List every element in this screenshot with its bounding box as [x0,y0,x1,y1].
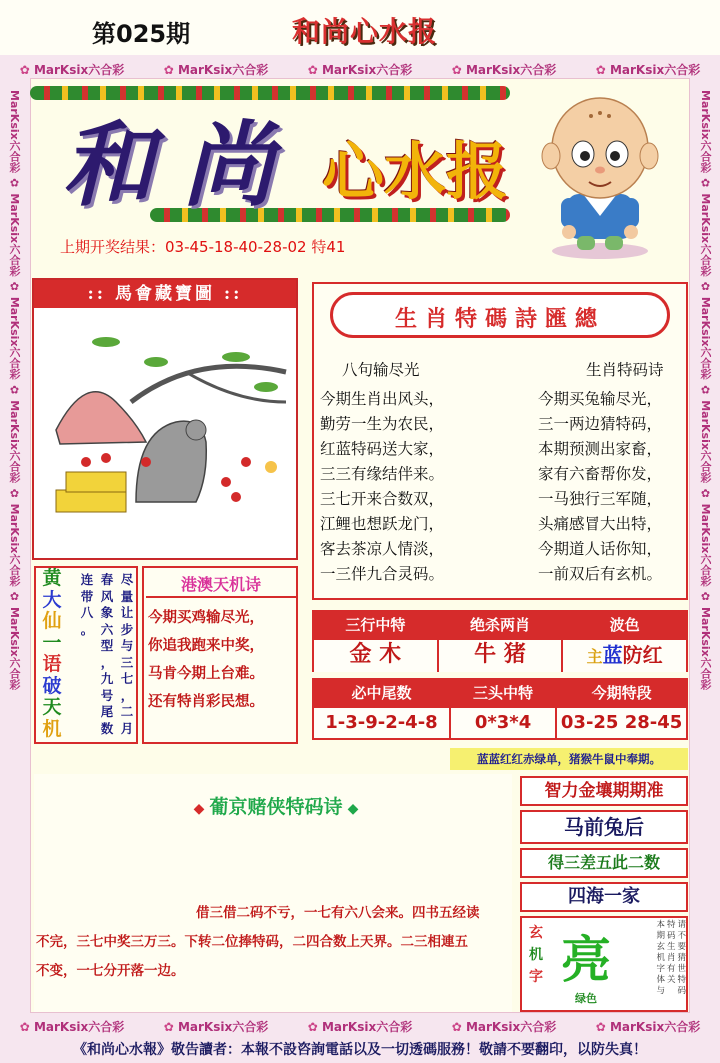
flower-icon: ✿ [163,62,178,77]
monk-mascot-icon [525,86,675,261]
table2-v2: 0*3*4 [451,708,555,738]
brand-item: ✿ MarKsix六合彩 [451,1019,557,1034]
right-box-4: 四海一家 [520,882,688,912]
table1-h3: 波色 [563,612,686,638]
brand-item: ✿ MarKsix六合彩 [307,1019,413,1034]
stats-table-2 [312,678,688,740]
table2-v1: 1-3-9-2-4-8 [314,708,449,738]
gangao-line: 马肯今期上台难。 [148,665,264,682]
flower-icon: ✿ [451,1019,466,1034]
table2-v3: 03-25 28-45 [557,708,686,738]
flower-icon: ✿ [595,1019,610,1034]
xuanji-note-col: 本 期 玄 机 字 体 与 [656,920,665,996]
poem-line: 今期买兔输尽光， [538,390,663,408]
poem-line: 今期生肖出风头， [320,390,445,408]
masthead-char-he: 和 [62,111,155,219]
banner-line: 蓝蓝红红赤绿单，猪猴牛鼠中奉期。 [450,748,688,770]
brand-item: ✿ MarKsix六合彩 [163,62,269,77]
poem-line: 三七开来合数双， [320,490,445,508]
flower-icon: ✿ [595,62,610,77]
gangao-title: 港澳天机诗 [180,575,261,594]
gangao-line: 今期买鸡输尽光， [148,609,264,626]
treasure-title: :: 馬會藏寶圖 :: [34,280,296,308]
flower-icon: ✿ [163,1019,178,1034]
brand-item: ✿ MarKsix六合彩 [595,62,701,77]
poem-line: 红蓝特码送大家， [320,440,445,458]
poem-line: 勤劳一生为农民， [320,415,445,433]
treasure-illustration-icon [36,312,294,556]
brand-strip-right: MarKsix六合彩 ✿ MarKsix六合彩 ✿ MarKsix六合彩 ✿ MarKsix六合彩 ✿ MarKsix六合彩 ✿ MarKsix六合彩 [699,90,712,690]
issue-number: 第025期 [92,20,191,48]
poem-left-heading: 八句输尽光 [342,361,420,379]
poem-line: 客去茶凉人情淡， [320,540,445,558]
xuanji-note-col: 请 不 要 猜 世 特 码 [677,920,686,996]
masthead-xinshuibao: 心水报 [322,135,509,208]
last-result-value: 03-45-18-40-28-02 特41 [165,238,346,256]
poem-left [320,358,490,587]
huang-col-3: 连 带 八 。 [80,572,94,637]
brand-item: ✿ MarKsix六合彩 [595,1019,701,1034]
diamond-icon: ◆ [347,801,359,817]
brand-strip-left: MarKsix六合彩 ✿ MarKsix六合彩 ✿ MarKsix六合彩 ✿ MarKsix六合彩 ✿ MarKsix六合彩 ✿ MarKsix六合彩 [8,90,21,690]
brand-item: ✿ MarKsix六合彩 [307,62,413,77]
masthead-small: 和尚心水报 [292,15,438,48]
gangao-line: 你追我跑来中奖， [148,637,264,654]
poem-line: 本期预测出家畜， [538,440,663,458]
huang-col-1: 尽 量 让 步 与 三 七 ， 二 月 [120,572,134,736]
poem-line: 今期道人话你知， [538,540,663,558]
huang-title: 黄 大 仙 一 语 破 天 机 [42,567,62,740]
gangao-lines [148,604,294,716]
pujing-line-3: 不变，一七分开落一边。 [36,963,185,979]
poem-line: 三一两边猜特码， [538,415,663,433]
xuanji-note-col: 特 码 生 肖 有 关 [666,920,676,985]
poem-line: 家有六畜帮你发， [538,465,663,483]
brand-item: ✿ MarKsix六合彩 [19,62,125,77]
footer-notice: 《和尚心水報》敬告讀者：本報不設咨詢電話以及一切透碼服務！敬請不要翻印，以防失真！ [0,1038,720,1063]
stats-table-1 [312,610,688,672]
gangao-line: 还有特肖彩民想。 [148,693,264,710]
table1-h1: 三行中特 [314,612,437,638]
table2-h2: 三头中特 [451,680,555,706]
table2-h3: 今期特段 [557,680,686,706]
brand-item: ✿ MarKsix六合彩 [163,1019,269,1034]
poem-line: 一三伴九合灵码。 [320,565,445,583]
brand-item: ✿ MarKsix六合彩 [451,62,557,77]
table1-h2: 绝杀两肖 [439,612,562,638]
brand-strip-top [0,58,720,80]
table2-h1: 必中尾数 [314,680,449,706]
poem-line: 头痛感冒大出特， [538,515,663,533]
poem-title: 生肖特碼詩匯總 [394,306,605,332]
table1-v1: 金 木 [314,640,437,672]
pujing-title: 葡京赌侠特码诗 [209,796,343,818]
poem-line: 一马独行三军随， [538,490,663,508]
diamond-icon: ◆ [193,801,205,817]
brand-item: ✿ MarKsix六合彩 [19,1019,125,1034]
xuanji-big-char: 亮 [561,930,611,989]
flower-icon: ✿ [307,62,322,77]
xuanji-label: 玄 机 字 [529,925,543,985]
table1-v2: 牛 猪 [439,640,562,672]
pujing-line-1: 借三借二码不亏，一七有六八会来。四书五经读 [196,905,480,921]
flower-icon: ✿ [451,62,466,77]
table1-v3: 主蓝防红 [563,640,686,672]
huang-col-2: 春 风 象 六 型 ， 九 号 尾 数 [100,572,114,736]
xuanji-color-note: 绿色 [575,992,597,1005]
pujing-line-2: 不完，三七中奖三万三。下转二位捧特码，二四合数上天界。二三相連五 [36,934,468,950]
flower-icon: ✿ [19,1019,34,1034]
masthead-char-shang: 尚 [182,111,275,219]
poem-line: 三三有缘结伴来。 [320,465,445,483]
brand-strip-bottom [0,1015,720,1037]
poem-right [538,358,688,587]
gangao-divider [146,596,296,598]
last-result [60,236,345,257]
last-result-label: 上期开奖结果： [60,238,166,256]
poem-line: 一前双后有玄机。 [538,565,663,583]
poem-right-heading: 生肖特码诗 [586,361,664,379]
right-box-3: 得三差五此二数 [520,848,688,878]
flower-icon: ✿ [307,1019,322,1034]
pujing-title-wrap [146,792,406,819]
flower-icon: ✿ [19,62,34,77]
right-box-1: 智力金壤期期准 [520,776,688,806]
right-box-2: 马前兔后 [520,810,688,844]
xuanji-note [624,920,686,997]
poem-line: 江鲤也想跃龙门， [320,515,445,533]
